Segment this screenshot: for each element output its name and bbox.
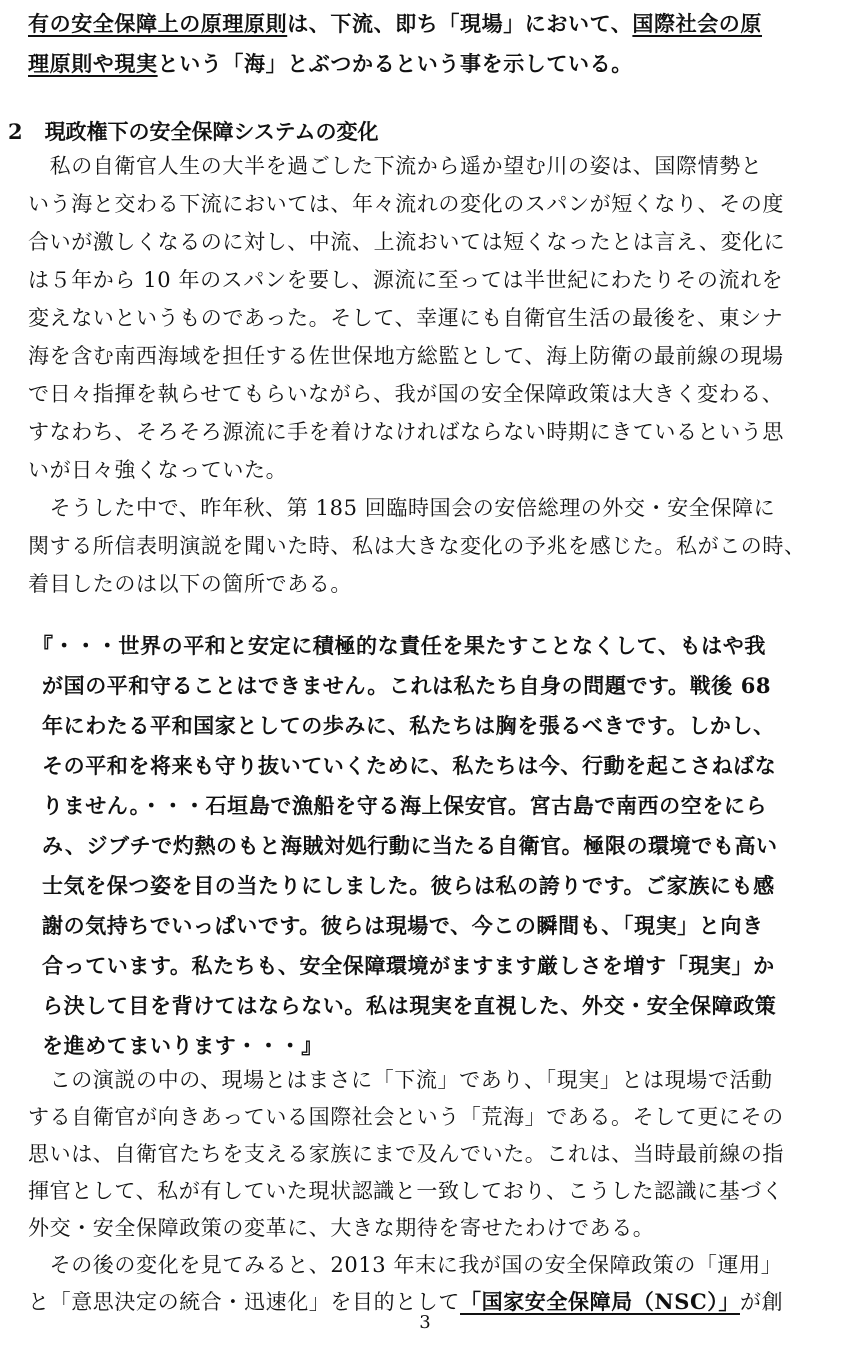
- paragraph-line: すなわち、そろそろ源流に手を着けなければならない時期にきているという思: [28, 420, 784, 444]
- final-text-end: が創: [739, 1290, 784, 1314]
- quote-line: 士気を保つ姿を目の当たりにしました。彼らは私の誇りです。ご家族にも感: [42, 873, 775, 898]
- quote-line: りません。・・・石垣島で漁船を守る海上保安官。宮古島で南西の空をにら: [42, 793, 768, 818]
- quote-line: み、ジブチで灼熱のもと海賊対処行動に当たる自衛官。極限の環境でも高い: [42, 833, 778, 858]
- underlined-phrase: 理原則や現実: [28, 51, 158, 76]
- paragraph-line: 揮官として、私が有していた現状認識と一致しており、こうした認識に基づく: [28, 1179, 784, 1203]
- page-number: 3: [419, 1312, 431, 1333]
- paragraph-line: 合いが激しくなるのに対し、中流、上流おいては短くなったとは言え、変化に: [28, 230, 786, 254]
- paragraph-line: 私の自衛官人生の大半を過ごした下流から遥か望む川の姿は、国際情勢と: [28, 154, 763, 178]
- section-heading: [8, 114, 378, 150]
- underlined-phrase: 国際社会の原: [632, 11, 762, 36]
- quote-line: ら決して目を背けてはならない。私は現実を直視した、外交・安全保障政策: [42, 993, 777, 1018]
- paragraph-line: この演説の中の、現場とはまさに「下流」であり、「現実」とは現場で活動: [28, 1068, 773, 1092]
- paragraph-line: で日々指揮を執らせてもらいながら、我が国の安全保障政策は大きく変わる、: [28, 382, 784, 406]
- paragraph-line: いが日々強くなっていた。: [28, 458, 288, 482]
- paragraph-line: 思いは、自衛官たちを支える家族にまで及んでいた。これは、当時最前線の指: [28, 1142, 784, 1166]
- paragraph-line: その後の変化を見てみると、2013 年末に我が国の安全保障政策の「運用」: [28, 1253, 783, 1277]
- paragraph-line: 着目したのは以下の箇所である。: [28, 572, 352, 596]
- nsc-underlined-phrase: 「国家安全保障局（NSC）」: [460, 1289, 740, 1314]
- underlined-phrase: 有の安全保障上の原理原則: [28, 11, 288, 36]
- paragraph-line: は５年から 10 年のスパンを要し、源流に至っては半世紀にわたりその流れを: [28, 268, 784, 292]
- quote-line: 謝の気持ちでいっぱいです。彼らは現場で、今この瞬間も、「現実」と向き: [42, 913, 764, 938]
- paragraph-line: 外交・安全保障政策の変革に、大きな期待を寄せたわけである。: [28, 1216, 655, 1240]
- paragraph-line: そうした中で、昨年秋、第 185 回臨時国会の安倍総理の外交・安全保障に: [28, 496, 776, 520]
- quote-line: が国の平和守ることはできません。これは私たち自身の問題です。戦後 68: [42, 673, 772, 698]
- quote-line: 年にわたる平和国家としての歩みに、私たちは胸を張るべきです。しかし、: [42, 713, 775, 738]
- paragraph-line: 海を含む南西海域を担任する佐世保地方総監として、海上防衛の最前線の現場: [28, 344, 784, 368]
- section-title: 現政権下の安全保障システムの変化: [44, 119, 379, 144]
- paragraph-line: 変えないというものであった。そして、幸運にも自衛官生活の最後を、東シナ: [28, 306, 784, 330]
- section-number: 2: [8, 119, 23, 144]
- quote-line: を進めてまいります・・・』: [42, 1033, 323, 1058]
- paragraph-line: する自衛官が向きあっている国際社会という「荒海」である。そして更にその: [28, 1105, 784, 1129]
- quote-line: その平和を将来も守り抜いていくために、私たちは今、行動を起こさねばな: [42, 753, 777, 778]
- paragraph-line: 関する所信表明演説を聞いた時、私は大きな変化の予兆を感じた。私がこの時、: [28, 534, 806, 558]
- paragraph-line-final: [28, 1282, 783, 1322]
- quote-line: 『・・・世界の平和と安定に積極的な責任を果たすことなくして、もはや我: [32, 633, 766, 658]
- paragraph-line: いう海と交わる下流においては、年々流れの変化のスパンが短くなり、その度: [28, 192, 784, 216]
- intro-text: は、下流、即ち「現場」において、: [287, 11, 633, 36]
- intro-line-1: [28, 4, 762, 44]
- quote-line: 合っています。私たちも、安全保障環境がますます厳しさを増す「現実」か: [42, 953, 775, 978]
- intro-text: という「海」とぶつかるという事を示している。: [157, 51, 633, 76]
- intro-line-2: [28, 44, 633, 84]
- final-text: と「意思決定の統合・迅速化」を目的として: [28, 1290, 460, 1314]
